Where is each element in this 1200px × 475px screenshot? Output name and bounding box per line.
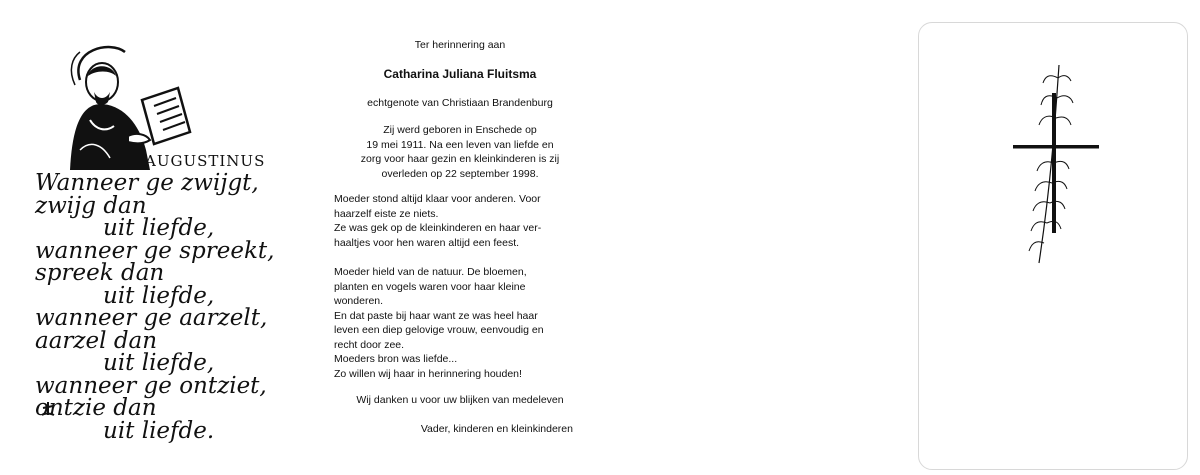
poem-line: Wanneer ge zwijgt, [35, 170, 259, 196]
birth-death-block [320, 123, 600, 181]
paragraph-line: Ze was gek op de kleinkinderen en haar ver- [334, 222, 542, 234]
birth-line: zorg voor haar gezin en kleinkinderen is zij [360, 153, 560, 165]
paragraph-line: Zo willen wij haar in herinnering houden! [334, 367, 522, 380]
poem-line: wanneer ge spreekt, [35, 237, 275, 264]
thanks-line: Wij danken u voor uw blijken van medeleven [356, 394, 564, 406]
paragraph-one [334, 192, 574, 250]
poem-line: wanneer ge aarzelt, [35, 305, 268, 331]
spouse-line: echtgenote van Christiaan Brandenburg [367, 97, 553, 109]
signoff-line: Vader, kinderen en kleinkinderen [420, 423, 573, 435]
paragraph-line: Moeders bron was liefde... [334, 353, 458, 365]
cross-with-palm-icon [999, 63, 1109, 268]
poem-line: zwijg dan [35, 192, 147, 219]
paragraph-line: haarzelf eiste ze niets. [334, 207, 439, 220]
paragraph-line: wonderen. [334, 295, 384, 307]
poem-line: ontzie dan [35, 395, 157, 421]
paragraph-line: haaltjes voor hen waren altijd een feest. [334, 236, 520, 249]
paragraph-two [334, 265, 574, 381]
saint-caption: AUGUSTINUS [145, 152, 266, 170]
paragraph-line: En dat paste bij haar want ze was heel haar [334, 309, 538, 322]
poem-line: uit liefde, [103, 282, 215, 309]
paragraph-line: leven een diep gelovige vrouw, eenvoudig en [334, 324, 544, 336]
birth-line: 19 mei 1911. Na een leven van liefde en [366, 138, 554, 151]
poem-line: uit liefde, [103, 350, 215, 376]
deceased-name: Catharina Juliana Fluitsma [383, 67, 537, 81]
signature-mark-icon [40, 401, 56, 417]
poem-line: aarzel dan [35, 327, 158, 354]
paragraph-line: planten en vogels waren voor haar kleine [334, 280, 526, 293]
paragraph-line: recht door zee. [334, 338, 405, 351]
birth-line: Zij werd geboren in Enschede op [383, 124, 537, 136]
birth-line: overleden op 22 september 1998. [381, 167, 539, 180]
intro-text: Ter herinnering aan [414, 39, 506, 51]
poem-line: wanneer ge ontziet, [35, 372, 267, 399]
poem-line: uit liefde. [103, 417, 215, 444]
poem [35, 172, 315, 442]
poem-line: spreek dan [35, 260, 165, 286]
paragraph-line: Moeder stond altijd klaar voor anderen. Voor [334, 193, 541, 205]
poem-line: uit liefde, [103, 215, 215, 241]
cover-panel [918, 22, 1188, 470]
paragraph-line: Moeder hield van de natuur. De bloemen, [334, 266, 527, 278]
poem-panel [20, 40, 310, 444]
